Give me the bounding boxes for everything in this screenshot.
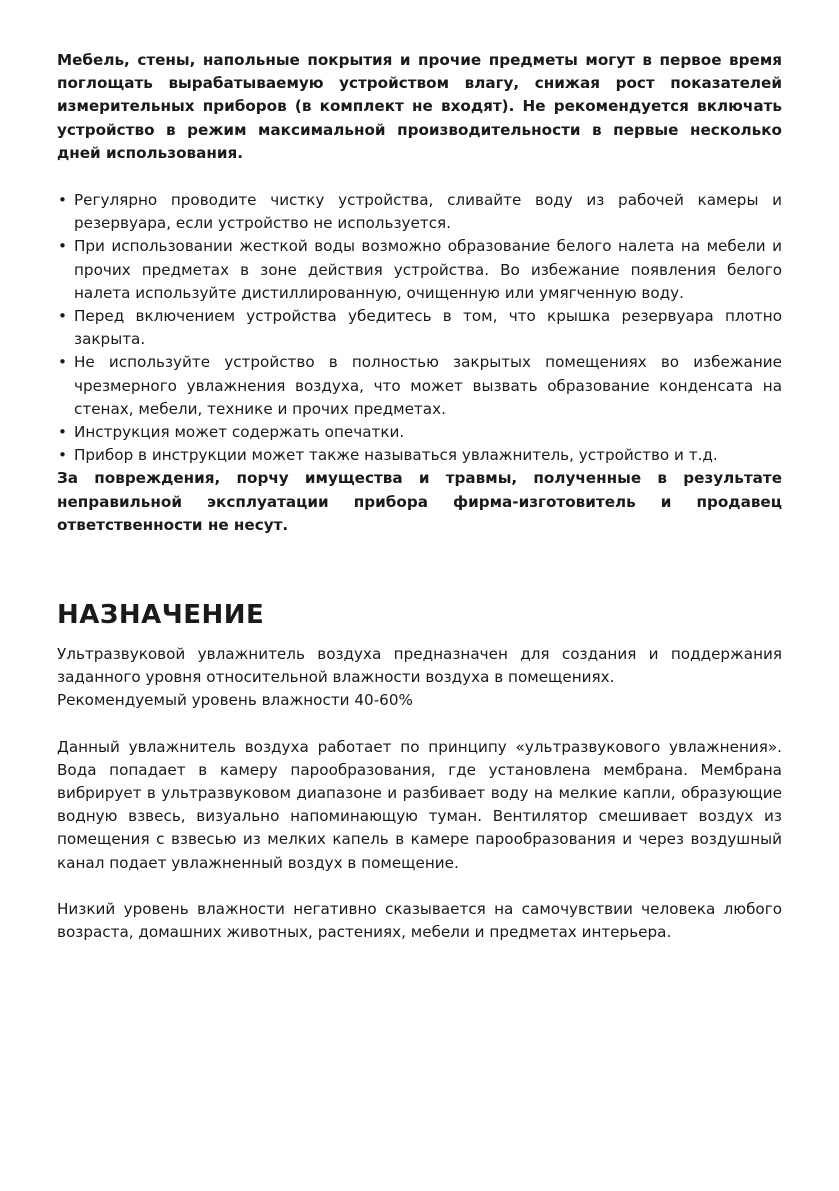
document-page (57, 49, 782, 944)
bullet-icon: • (58, 237, 67, 256)
list-item (57, 421, 782, 444)
list-item-text: Инструкция может содержать опечатки. (74, 423, 405, 442)
list-item-text: При использовании жесткой воды возможно образование белого налета на мебели и прочих предметах в зоне действия устройства. Во избежание появления белого налета используйте дистиллированную, очищенную или умягченную воду. (74, 237, 782, 302)
list-item (57, 235, 782, 305)
recommended-humidity: Рекомендуемый уровень влажности 40-60% (57, 691, 413, 710)
list-item (57, 444, 782, 467)
bullet-icon: • (58, 191, 67, 210)
list-item-text: Перед включением устройства убедитесь в том, что крышка резервуара плотно закрыта. (74, 307, 782, 349)
section-title: НАЗНАЧЕНИЕ (57, 600, 265, 631)
list-item (57, 189, 782, 235)
bullet-icon: • (58, 353, 67, 372)
bullet-icon: • (58, 307, 67, 326)
operating-principle-paragraph: Данный увлажнитель воздуха работает по принципу «ультразвукового увлажнения». Вода попадает в камеру парообразования, где установлена мембрана. Мембрана вибрирует в ультразвуковом диапазоне и разбивает воду на мелкие капли, образующие водную взвесь, визуально напоминающую туман. Вентилятор смешивает воздух из помещения с взвесью из мелких капель в камере парообразования и через воздушный канал подает увлажненный воздух в помещение. (57, 737, 782, 872)
list-item-text: Не используйте устройство в полностью закрытых помещениях во избежание чрезмерного увлажнения воздуха, что может вызвать образование конденсата на стенах, мебели, технике и прочих предметах. (74, 353, 782, 418)
recommendations-list (57, 189, 782, 467)
purpose-description: Ультразвуковой увлажнитель воздуха предназначен для создания и поддержания заданного уровня относительной влажности воздуха в помещениях. (57, 645, 782, 687)
list-item-text: Регулярно проводите чистку устройства, сливайте воду из рабочей камеры и резервуара, если устройство не используется. (74, 191, 782, 233)
bullet-icon: • (58, 423, 67, 442)
low-humidity-paragraph: Низкий уровень влажности негативно сказывается на самочувствии человека любого возраста, домашних животных, растениях, мебели и предметах интерьера. (57, 899, 782, 942)
bullet-icon: • (58, 446, 67, 465)
purpose-paragraph (57, 643, 782, 713)
list-item (57, 351, 782, 421)
spacer (57, 875, 782, 898)
spacer (57, 713, 782, 736)
list-item (57, 305, 782, 351)
liability-disclaimer: За повреждения, порчу имущества и травмы, полученные в результате неправильной эксплуатации прибора фирма-изготовитель и продавец ответственности не несут. (57, 469, 782, 534)
intro-warning-text: Мебель, стены, напольные покрытия и прочие предметы могут в первое время поглощать вырабатываемую устройством влагу, снижая рост показателей измерительных приборов (в комплект не входят). Не рекомендуется включать устройство в режим максимальной производительности в первые несколько дней использования. (57, 51, 782, 162)
list-item-text: Прибор в инструкции может также называться увлажнитель, устройство и т.д. (74, 446, 718, 465)
